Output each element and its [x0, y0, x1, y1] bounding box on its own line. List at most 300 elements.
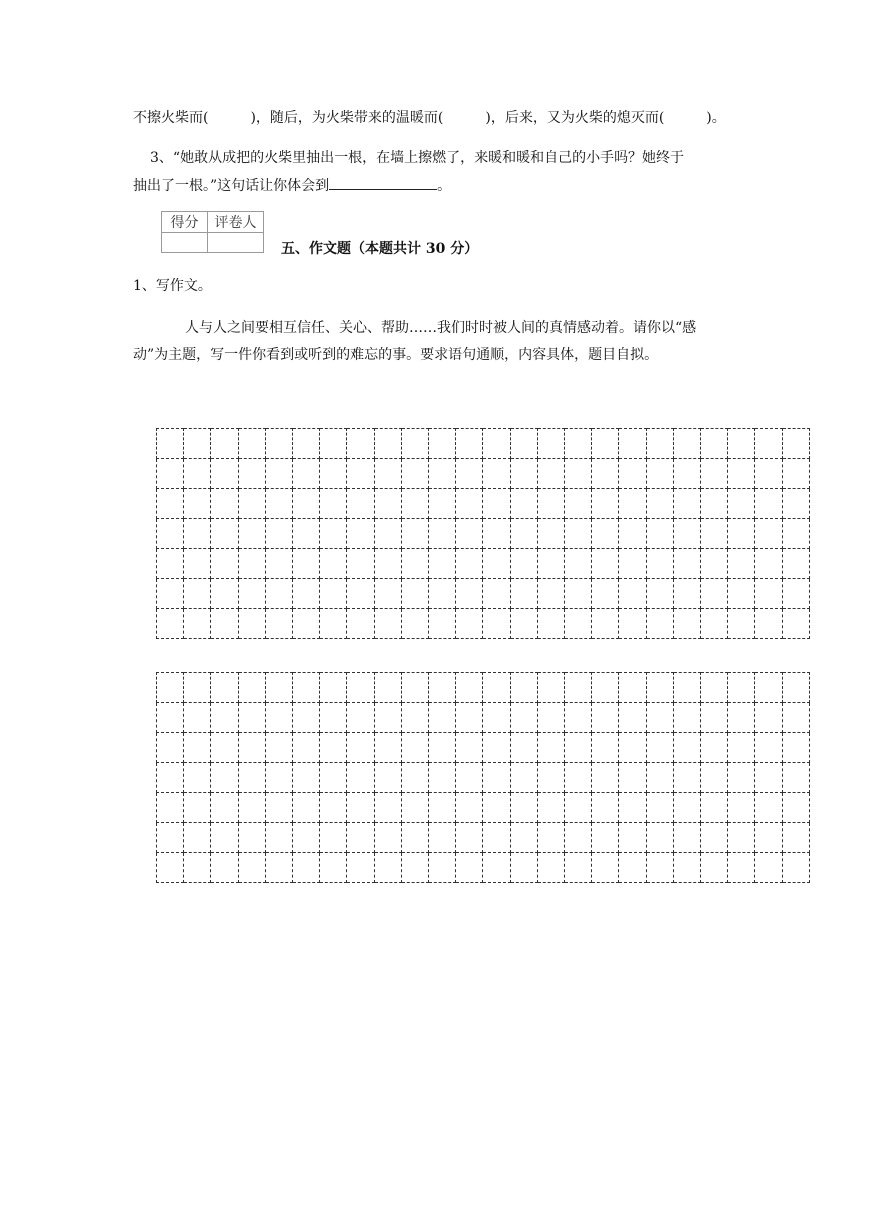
grid-cell[interactable]	[728, 519, 755, 549]
grid-cell[interactable]	[429, 763, 456, 793]
grid-cell[interactable]	[184, 549, 211, 579]
grid-cell[interactable]	[265, 733, 292, 763]
grid-cell[interactable]	[265, 609, 292, 639]
grid-cell[interactable]	[646, 853, 673, 883]
grid-cell[interactable]	[537, 549, 564, 579]
grid-cell[interactable]	[211, 703, 238, 733]
grid-cell[interactable]	[456, 763, 483, 793]
grid-cell[interactable]	[728, 549, 755, 579]
grid-cell[interactable]	[565, 853, 592, 883]
grid-cell[interactable]	[293, 823, 320, 853]
grid-cell[interactable]	[701, 763, 728, 793]
grid-cell[interactable]	[755, 519, 782, 549]
grid-cell[interactable]	[401, 549, 428, 579]
grid-cell[interactable]	[347, 733, 374, 763]
grid-cell[interactable]	[157, 609, 184, 639]
grid-cell[interactable]	[592, 459, 619, 489]
grid-cell[interactable]	[483, 853, 510, 883]
grid-cell[interactable]	[537, 733, 564, 763]
grid-cell[interactable]	[565, 703, 592, 733]
grid-cell[interactable]	[265, 673, 292, 703]
grid-cell[interactable]	[701, 429, 728, 459]
grid-cell[interactable]	[374, 579, 401, 609]
grid-cell[interactable]	[211, 429, 238, 459]
grid-cell[interactable]	[184, 519, 211, 549]
grid-cell[interactable]	[211, 549, 238, 579]
grid-cell[interactable]	[265, 579, 292, 609]
grid-cell[interactable]	[782, 763, 809, 793]
grid-cell[interactable]	[673, 609, 700, 639]
grid-cell[interactable]	[293, 429, 320, 459]
grid-cell[interactable]	[157, 519, 184, 549]
grid-cell[interactable]	[429, 733, 456, 763]
grid-cell[interactable]	[320, 733, 347, 763]
grid-cell[interactable]	[782, 549, 809, 579]
grid-cell[interactable]	[728, 703, 755, 733]
grid-cell[interactable]	[701, 519, 728, 549]
grid-cell[interactable]	[238, 429, 265, 459]
grid-cell[interactable]	[592, 733, 619, 763]
grid-cell[interactable]	[755, 763, 782, 793]
grid-cell[interactable]	[673, 579, 700, 609]
grid-cell[interactable]	[456, 579, 483, 609]
grid-cell[interactable]	[782, 489, 809, 519]
grid-cell[interactable]	[728, 489, 755, 519]
grid-cell[interactable]	[728, 823, 755, 853]
grid-cell[interactable]	[293, 733, 320, 763]
grid-cell[interactable]	[374, 793, 401, 823]
grid-cell[interactable]	[265, 823, 292, 853]
grid-cell[interactable]	[184, 609, 211, 639]
grid-cell[interactable]	[456, 489, 483, 519]
grid-cell[interactable]	[293, 609, 320, 639]
grid-cell[interactable]	[238, 549, 265, 579]
grid-cell[interactable]	[701, 793, 728, 823]
grid-cell[interactable]	[701, 703, 728, 733]
grid-cell[interactable]	[401, 733, 428, 763]
grid-cell[interactable]	[293, 579, 320, 609]
grid-cell[interactable]	[374, 609, 401, 639]
grid-cell[interactable]	[374, 733, 401, 763]
grid-cell[interactable]	[592, 489, 619, 519]
grid-cell[interactable]	[401, 519, 428, 549]
grid-cell[interactable]	[755, 853, 782, 883]
grid-cell[interactable]	[293, 519, 320, 549]
grid-cell[interactable]	[238, 823, 265, 853]
grid-cell[interactable]	[429, 823, 456, 853]
grid-cell[interactable]	[701, 853, 728, 883]
grid-cell[interactable]	[347, 489, 374, 519]
grader-cell[interactable]	[208, 233, 264, 253]
grid-cell[interactable]	[347, 609, 374, 639]
grid-cell[interactable]	[157, 429, 184, 459]
grid-cell[interactable]	[374, 549, 401, 579]
grid-cell[interactable]	[184, 763, 211, 793]
grid-cell[interactable]	[347, 459, 374, 489]
grid-cell[interactable]	[238, 853, 265, 883]
grid-cell[interactable]	[456, 793, 483, 823]
grid-cell[interactable]	[673, 793, 700, 823]
grid-cell[interactable]	[619, 459, 646, 489]
grid-cell[interactable]	[320, 489, 347, 519]
grid-cell[interactable]	[157, 459, 184, 489]
grid-cell[interactable]	[673, 733, 700, 763]
grid-cell[interactable]	[429, 429, 456, 459]
grid-cell[interactable]	[592, 519, 619, 549]
grid-cell[interactable]	[755, 703, 782, 733]
grid-cell[interactable]	[238, 673, 265, 703]
grid-cell[interactable]	[510, 609, 537, 639]
grid-cell[interactable]	[755, 489, 782, 519]
grid-cell[interactable]	[565, 823, 592, 853]
grid-cell[interactable]	[510, 519, 537, 549]
grid-cell[interactable]	[265, 853, 292, 883]
grid-cell[interactable]	[265, 549, 292, 579]
grid-cell[interactable]	[510, 579, 537, 609]
grid-cell[interactable]	[238, 763, 265, 793]
grid-cell[interactable]	[673, 429, 700, 459]
grid-cell[interactable]	[755, 823, 782, 853]
grid-cell[interactable]	[211, 609, 238, 639]
grid-cell[interactable]	[293, 549, 320, 579]
grid-cell[interactable]	[157, 853, 184, 883]
grid-cell[interactable]	[619, 519, 646, 549]
grid-cell[interactable]	[265, 703, 292, 733]
grid-cell[interactable]	[157, 549, 184, 579]
grid-cell[interactable]	[673, 673, 700, 703]
grid-cell[interactable]	[320, 549, 347, 579]
grid-cell[interactable]	[211, 489, 238, 519]
grid-cell[interactable]	[211, 579, 238, 609]
grid-cell[interactable]	[673, 763, 700, 793]
grid-cell[interactable]	[374, 673, 401, 703]
grid-cell[interactable]	[619, 823, 646, 853]
grid-cell[interactable]	[483, 489, 510, 519]
grid-cell[interactable]	[429, 853, 456, 883]
grid-cell[interactable]	[456, 519, 483, 549]
answer-blank[interactable]	[329, 175, 437, 190]
grid-cell[interactable]	[510, 733, 537, 763]
grid-cell[interactable]	[483, 579, 510, 609]
grid-cell[interactable]	[592, 823, 619, 853]
grid-cell[interactable]	[701, 489, 728, 519]
grid-cell[interactable]	[211, 853, 238, 883]
grid-cell[interactable]	[265, 519, 292, 549]
grid-cell[interactable]	[401, 703, 428, 733]
grid-cell[interactable]	[184, 703, 211, 733]
grid-cell[interactable]	[456, 853, 483, 883]
grid-cell[interactable]	[401, 673, 428, 703]
grid-cell[interactable]	[701, 733, 728, 763]
grid-cell[interactable]	[592, 609, 619, 639]
grid-cell[interactable]	[728, 733, 755, 763]
grid-cell[interactable]	[701, 579, 728, 609]
grid-cell[interactable]	[429, 673, 456, 703]
grid-cell[interactable]	[429, 793, 456, 823]
grid-cell[interactable]	[320, 609, 347, 639]
grid-cell[interactable]	[646, 793, 673, 823]
grid-cell[interactable]	[211, 823, 238, 853]
grid-cell[interactable]	[184, 853, 211, 883]
grid-cell[interactable]	[429, 519, 456, 549]
grid-cell[interactable]	[374, 763, 401, 793]
grid-cell[interactable]	[238, 733, 265, 763]
grid-cell[interactable]	[401, 489, 428, 519]
grid-cell[interactable]	[619, 489, 646, 519]
grid-cell[interactable]	[184, 673, 211, 703]
grid-cell[interactable]	[646, 459, 673, 489]
grid-cell[interactable]	[456, 429, 483, 459]
grid-cell[interactable]	[782, 673, 809, 703]
writing-grid-1[interactable]	[156, 428, 810, 639]
grid-cell[interactable]	[619, 733, 646, 763]
grid-cell[interactable]	[265, 459, 292, 489]
grid-cell[interactable]	[401, 763, 428, 793]
grid-cell[interactable]	[646, 519, 673, 549]
grid-cell[interactable]	[782, 579, 809, 609]
grid-cell[interactable]	[755, 549, 782, 579]
grid-cell[interactable]	[565, 519, 592, 549]
grid-cell[interactable]	[592, 673, 619, 703]
grid-cell[interactable]	[374, 429, 401, 459]
grid-cell[interactable]	[755, 579, 782, 609]
grid-cell[interactable]	[510, 703, 537, 733]
grid-cell[interactable]	[429, 489, 456, 519]
grid-cell[interactable]	[565, 579, 592, 609]
grid-cell[interactable]	[728, 673, 755, 703]
grid-cell[interactable]	[565, 733, 592, 763]
grid-cell[interactable]	[565, 673, 592, 703]
grid-cell[interactable]	[782, 429, 809, 459]
grid-cell[interactable]	[238, 703, 265, 733]
grid-cell[interactable]	[238, 459, 265, 489]
grid-cell[interactable]	[401, 579, 428, 609]
grid-cell[interactable]	[347, 853, 374, 883]
grid-cell[interactable]	[673, 489, 700, 519]
grid-cell[interactable]	[619, 763, 646, 793]
grid-cell[interactable]	[320, 703, 347, 733]
grid-cell[interactable]	[510, 763, 537, 793]
grid-cell[interactable]	[537, 853, 564, 883]
grid-cell[interactable]	[238, 489, 265, 519]
grid-cell[interactable]	[619, 793, 646, 823]
grid-cell[interactable]	[646, 549, 673, 579]
grid-cell[interactable]	[184, 459, 211, 489]
grid-cell[interactable]	[701, 673, 728, 703]
grid-cell[interactable]	[265, 793, 292, 823]
grid-cell[interactable]	[293, 459, 320, 489]
grid-cell[interactable]	[483, 703, 510, 733]
grid-cell[interactable]	[320, 763, 347, 793]
grid-cell[interactable]	[592, 793, 619, 823]
grid-cell[interactable]	[293, 793, 320, 823]
grid-cell[interactable]	[565, 429, 592, 459]
grid-cell[interactable]	[701, 609, 728, 639]
grid-cell[interactable]	[592, 579, 619, 609]
grid-cell[interactable]	[673, 549, 700, 579]
grid-cell[interactable]	[592, 763, 619, 793]
grid-cell[interactable]	[456, 459, 483, 489]
grid-cell[interactable]	[619, 579, 646, 609]
writing-grid-2[interactable]	[156, 672, 810, 883]
grid-cell[interactable]	[728, 853, 755, 883]
grid-cell[interactable]	[238, 519, 265, 549]
grid-cell[interactable]	[592, 429, 619, 459]
grid-cell[interactable]	[374, 853, 401, 883]
grid-cell[interactable]	[211, 673, 238, 703]
grid-cell[interactable]	[347, 763, 374, 793]
grid-cell[interactable]	[429, 609, 456, 639]
score-cell[interactable]	[162, 233, 208, 253]
grid-cell[interactable]	[347, 429, 374, 459]
grid-cell[interactable]	[728, 579, 755, 609]
grid-cell[interactable]	[157, 579, 184, 609]
grid-cell[interactable]	[211, 763, 238, 793]
grid-cell[interactable]	[211, 459, 238, 489]
grid-cell[interactable]	[157, 793, 184, 823]
grid-cell[interactable]	[619, 609, 646, 639]
grid-cell[interactable]	[646, 703, 673, 733]
grid-cell[interactable]	[782, 823, 809, 853]
grid-cell[interactable]	[293, 853, 320, 883]
grid-cell[interactable]	[374, 703, 401, 733]
grid-cell[interactable]	[537, 489, 564, 519]
grid-cell[interactable]	[347, 579, 374, 609]
grid-cell[interactable]	[401, 459, 428, 489]
grid-cell[interactable]	[565, 763, 592, 793]
grid-cell[interactable]	[157, 763, 184, 793]
grid-cell[interactable]	[755, 459, 782, 489]
grid-cell[interactable]	[592, 549, 619, 579]
grid-cell[interactable]	[782, 703, 809, 733]
grid-cell[interactable]	[782, 519, 809, 549]
grid-cell[interactable]	[320, 579, 347, 609]
grid-cell[interactable]	[537, 609, 564, 639]
grid-cell[interactable]	[483, 823, 510, 853]
grid-cell[interactable]	[728, 609, 755, 639]
grid-cell[interactable]	[701, 459, 728, 489]
grid-cell[interactable]	[673, 823, 700, 853]
grid-cell[interactable]	[293, 763, 320, 793]
grid-cell[interactable]	[510, 793, 537, 823]
grid-cell[interactable]	[537, 579, 564, 609]
grid-cell[interactable]	[483, 459, 510, 489]
grid-cell[interactable]	[211, 733, 238, 763]
grid-cell[interactable]	[429, 549, 456, 579]
grid-cell[interactable]	[510, 853, 537, 883]
grid-cell[interactable]	[510, 549, 537, 579]
grid-cell[interactable]	[755, 793, 782, 823]
grid-cell[interactable]	[265, 763, 292, 793]
grid-cell[interactable]	[565, 489, 592, 519]
grid-cell[interactable]	[646, 673, 673, 703]
grid-cell[interactable]	[701, 823, 728, 853]
grid-cell[interactable]	[157, 703, 184, 733]
grid-cell[interactable]	[429, 459, 456, 489]
grid-cell[interactable]	[782, 793, 809, 823]
grid-cell[interactable]	[537, 429, 564, 459]
grid-cell[interactable]	[510, 673, 537, 703]
grid-cell[interactable]	[510, 823, 537, 853]
grid-cell[interactable]	[483, 429, 510, 459]
grid-cell[interactable]	[510, 489, 537, 519]
grid-cell[interactable]	[347, 549, 374, 579]
grid-cell[interactable]	[211, 519, 238, 549]
grid-cell[interactable]	[374, 459, 401, 489]
grid-cell[interactable]	[265, 429, 292, 459]
grid-cell[interactable]	[401, 853, 428, 883]
grid-cell[interactable]	[619, 703, 646, 733]
grid-cell[interactable]	[456, 823, 483, 853]
grid-cell[interactable]	[347, 793, 374, 823]
grid-cell[interactable]	[619, 673, 646, 703]
grid-cell[interactable]	[184, 823, 211, 853]
grid-cell[interactable]	[184, 793, 211, 823]
grid-cell[interactable]	[701, 549, 728, 579]
grid-cell[interactable]	[238, 793, 265, 823]
grid-cell[interactable]	[755, 609, 782, 639]
grid-cell[interactable]	[592, 853, 619, 883]
grid-cell[interactable]	[646, 489, 673, 519]
grid-cell[interactable]	[429, 703, 456, 733]
grid-cell[interactable]	[782, 733, 809, 763]
grid-cell[interactable]	[510, 459, 537, 489]
grid-cell[interactable]	[755, 429, 782, 459]
grid-cell[interactable]	[646, 823, 673, 853]
grid-cell[interactable]	[320, 853, 347, 883]
grid-cell[interactable]	[673, 519, 700, 549]
grid-cell[interactable]	[347, 673, 374, 703]
grid-cell[interactable]	[320, 823, 347, 853]
grid-cell[interactable]	[265, 489, 292, 519]
grid-cell[interactable]	[782, 853, 809, 883]
grid-cell[interactable]	[238, 609, 265, 639]
grid-cell[interactable]	[537, 519, 564, 549]
grid-cell[interactable]	[374, 489, 401, 519]
grid-cell[interactable]	[646, 579, 673, 609]
grid-cell[interactable]	[293, 703, 320, 733]
grid-cell[interactable]	[619, 853, 646, 883]
grid-cell[interactable]	[537, 823, 564, 853]
grid-cell[interactable]	[157, 733, 184, 763]
grid-cell[interactable]	[483, 763, 510, 793]
grid-cell[interactable]	[320, 459, 347, 489]
grid-cell[interactable]	[728, 459, 755, 489]
grid-cell[interactable]	[483, 673, 510, 703]
grid-cell[interactable]	[646, 733, 673, 763]
grid-cell[interactable]	[293, 489, 320, 519]
grid-cell[interactable]	[347, 703, 374, 733]
grid-cell[interactable]	[537, 703, 564, 733]
grid-cell[interactable]	[456, 733, 483, 763]
grid-cell[interactable]	[537, 763, 564, 793]
grid-cell[interactable]	[184, 429, 211, 459]
grid-cell[interactable]	[755, 673, 782, 703]
grid-cell[interactable]	[184, 489, 211, 519]
grid-cell[interactable]	[401, 429, 428, 459]
grid-cell[interactable]	[401, 609, 428, 639]
grid-cell[interactable]	[483, 549, 510, 579]
grid-cell[interactable]	[211, 793, 238, 823]
grid-cell[interactable]	[673, 459, 700, 489]
grid-cell[interactable]	[728, 763, 755, 793]
grid-cell[interactable]	[537, 793, 564, 823]
grid-cell[interactable]	[238, 579, 265, 609]
grid-cell[interactable]	[483, 609, 510, 639]
grid-cell[interactable]	[374, 823, 401, 853]
grid-cell[interactable]	[483, 519, 510, 549]
grid-cell[interactable]	[565, 459, 592, 489]
